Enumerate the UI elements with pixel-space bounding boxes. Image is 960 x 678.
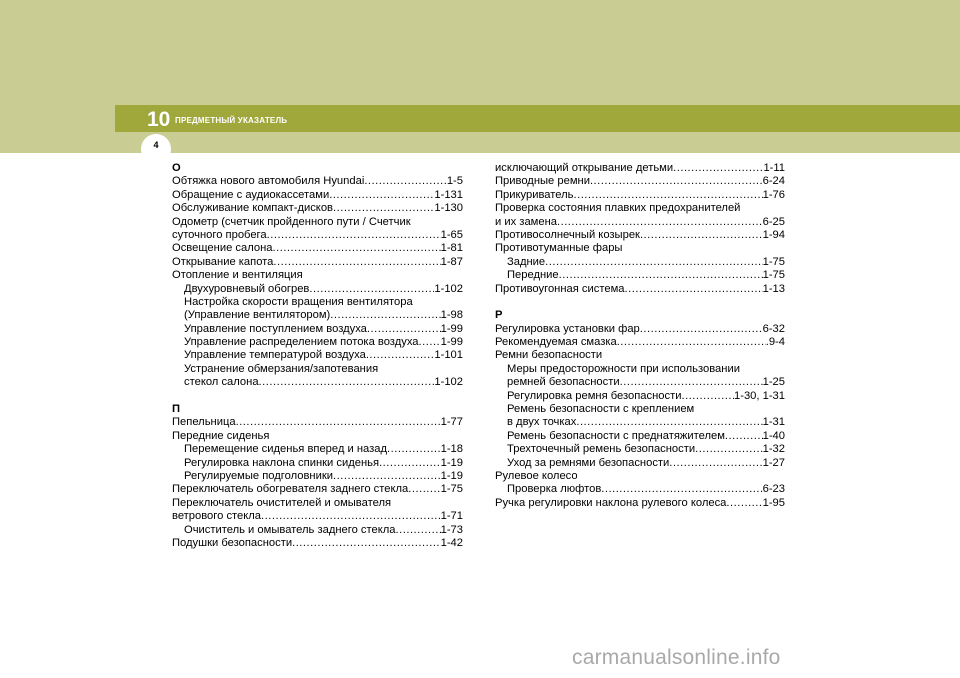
index-entry: Приводные ремни ..... 6-24 — [495, 175, 785, 188]
index-subentry: Передние ..... 1-75 — [495, 269, 785, 282]
index-entry: Противоугонная система ..... 1-13 — [495, 283, 785, 296]
watermark: carmanualsonline.info — [572, 646, 781, 669]
index-entry: Регулировка установки фар ..... 6-32 — [495, 323, 785, 336]
index-entry-heading: Противотуманные фары — [495, 242, 623, 255]
index-column-left — [172, 162, 463, 550]
index-entry: Подушки безопасности ..... 1-42 — [172, 537, 463, 550]
index-subentry: Уход за ремнями безопасности ..... 1-27 — [495, 457, 785, 470]
index-subentry: в двух точках ..... 1-31 — [495, 416, 785, 429]
chapter-number: 10 — [147, 108, 171, 131]
index-entry: Обтяжка нового автомобиля Hyundai ..... 1-5 — [172, 175, 463, 188]
index-subentry: Двухуровневый обогрев ..... 1-102 — [172, 283, 463, 296]
index-entry: суточного пробега ..... 1-65 — [172, 229, 463, 242]
index-entry-line: Меры предосторожности при использовании — [507, 362, 740, 375]
index-entry: Обслуживание компакт-дисков ..... 1-130 — [172, 202, 463, 215]
index-entry-heading: Передние сиденья — [172, 429, 270, 442]
index-entry: Ручка регулировки наклона рулевого колеса ..... 1-95 — [495, 497, 785, 510]
index-subentry: Регулируемые подголовники ..... 1-19 — [172, 470, 463, 483]
section-letter-o: О — [172, 162, 181, 174]
index-subentry: Задние ..... 1-75 — [495, 256, 785, 269]
index-column-right — [495, 162, 785, 510]
section-letter-p: П — [172, 403, 181, 416]
index-entry: исключающий открывание детьми ..... 1-11 — [495, 162, 785, 175]
index-entry: Пепельница ..... 1-77 — [172, 416, 463, 429]
index-entry: Переключатель обогревателя заднего стекла ..... 1-75 — [172, 483, 463, 496]
index-entry-heading: Ремни безопасности — [495, 349, 603, 362]
index-entry-heading: Отопление и вентиляция — [172, 269, 303, 282]
index-entry-heading: Рулевое колесо — [495, 469, 578, 482]
index-subentry: Трехточечный ремень безопасности ..... 1-32 — [495, 443, 785, 456]
index-entry: Прикуриватель ..... 1-76 — [495, 189, 785, 202]
index-entry: ветрового стекла ..... 1-71 — [172, 510, 463, 523]
index-subentry: Управление температурой воздуха ..... 1-101 — [172, 349, 463, 362]
chapter-title: ПРЕДМЕТНЫЙ УКАЗАТЕЛЬ — [175, 116, 288, 125]
index-subentry: Управление распределением потока воздуха ..... 1-99 — [172, 336, 463, 349]
index-entry-line: Проверка состояния плавких предохранителей — [495, 202, 741, 215]
index-subentry: Очиститель и омыватель заднего стекла ..... 1-73 — [172, 524, 463, 537]
index-subentry: Управление поступлением воздуха ..... 1-99 — [172, 323, 463, 336]
index-entry: Обращение с аудиокассетами ..... 1-131 — [172, 189, 463, 202]
index-entry: Освещение салона ..... 1-81 — [172, 242, 463, 255]
index-subentry: ремней безопасности ..... 1-25 — [495, 376, 785, 389]
section-letter-r: Р — [495, 309, 503, 322]
index-entry-line: Ремень безопасности с креплением — [507, 403, 695, 416]
index-subentry: (Управление вентилятором) ..... 1-98 — [172, 309, 463, 322]
index-subentry: Перемещение сиденья вперед и назад ..... 1-18 — [172, 443, 463, 456]
index-entry-line: Одометр (счетчик пройденного пути / Счетчик — [172, 215, 411, 228]
index-entry-line: Устранение обмерзания/запотевания — [184, 362, 379, 375]
index-entry: Открывание капота ..... 1-87 — [172, 256, 463, 269]
index-subentry: Регулировка наклона спинки сиденья ..... 1-19 — [172, 457, 463, 470]
index-entry: Рекомендуемая смазка ..... .9-4 — [495, 336, 785, 349]
index-entry-line: Переключатель очистителей и омывателя — [172, 496, 392, 509]
index-subentry: Ремень безопасности с преднатяжителем ..... 1-40 — [495, 430, 785, 443]
index-entry-line: Настройка скорости вращения вентилятора — [184, 295, 413, 308]
index-subentry: Проверка люфтов ..... 6-23 — [495, 483, 785, 496]
index-entry: и их замена ..... 6-25 — [495, 216, 785, 229]
index-entry: Противосолнечный козырек ..... 1-94 — [495, 229, 785, 242]
index-subentry: Регулировка ремня безопасности ..... 1-30, 1-31 — [495, 390, 785, 403]
index-subentry: стекол салона ..... 1-102 — [172, 376, 463, 389]
page-number: 4 — [153, 140, 159, 150]
